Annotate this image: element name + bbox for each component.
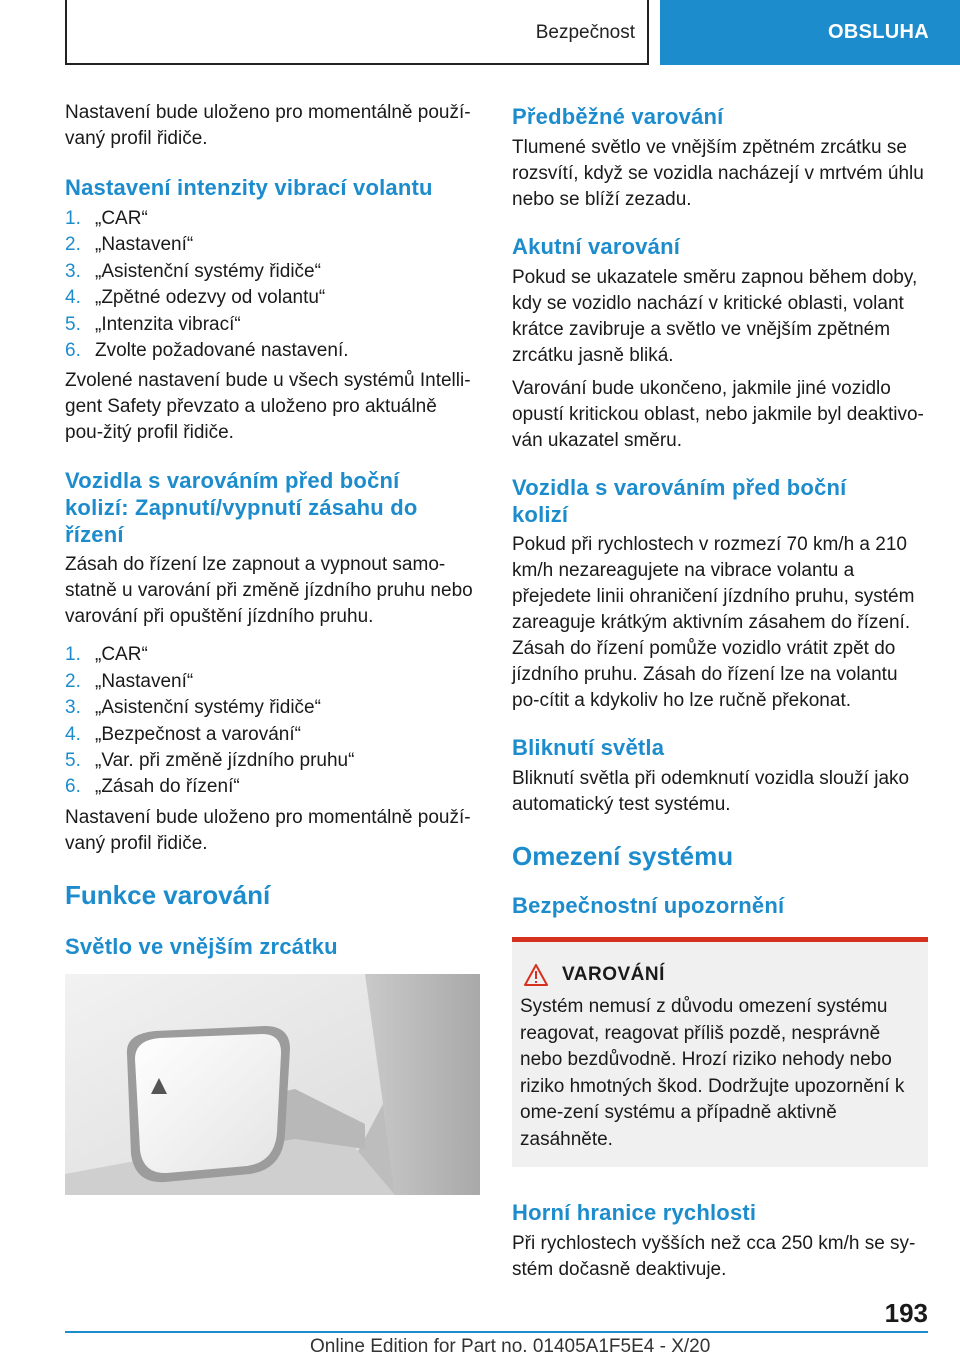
step-text: „Intenzita vibrací“ bbox=[95, 313, 241, 335]
step-number: 2. bbox=[65, 234, 81, 256]
step-number: 5. bbox=[65, 750, 81, 772]
side-mirror-image bbox=[65, 974, 480, 1195]
step-number: 3. bbox=[65, 260, 81, 282]
step-text: „Nastavení“ bbox=[95, 234, 194, 256]
step-item bbox=[65, 312, 480, 338]
warning-title: VAROVÁNÍ bbox=[562, 964, 665, 985]
heading-warning-functions: Funkce varování bbox=[65, 879, 271, 910]
warning-box bbox=[512, 937, 928, 1167]
warning-header bbox=[520, 964, 920, 986]
step-text: „Nastavení“ bbox=[95, 670, 194, 692]
step-text: „CAR“ bbox=[95, 644, 148, 666]
step-item bbox=[65, 259, 480, 285]
heading-acute-warning: Akutní varování bbox=[512, 234, 681, 259]
step-number: 6. bbox=[65, 776, 81, 798]
step-text: „CAR“ bbox=[95, 208, 148, 229]
paragraph-preliminary-warning: Tlumené světlo ve vnějším zpětném zrcátku se rozsvítí, když se vozidla nacházejí v mrtvém úhlu nebo se blíží zezadu. bbox=[512, 137, 924, 210]
paragraph-acute-warning-1: Pokud se ukazatele směru zapnou během doby, kdy se vozidlo nachází v kritické oblasti, volant krátce zavibruje a světlo ve vnějším zpětném zrcátku jasně bliká. bbox=[512, 267, 918, 366]
step-number: 4. bbox=[65, 723, 81, 745]
step-text: „Var. při změně jízdního pruhu“ bbox=[95, 750, 355, 772]
step-number: 5. bbox=[65, 313, 81, 335]
step-number: 2. bbox=[65, 670, 81, 692]
step-text: „Zásah do řízení“ bbox=[95, 776, 240, 798]
step-item bbox=[65, 695, 480, 721]
paragraph-acute-warning-2: Varování bude ukončeno, jakmile jiné vozidlo opustí kritickou oblast, nebo jakmile byl deaktivo-ván ukazatel směru. bbox=[512, 378, 924, 451]
right-column bbox=[512, 100, 928, 1290]
steps-list-steering bbox=[65, 642, 480, 800]
step-item bbox=[65, 338, 480, 364]
step-number: 3. bbox=[65, 697, 81, 719]
step-text: „Zpětné odezvy od volantu“ bbox=[95, 287, 326, 309]
step-text: „Asistenční systémy řidiče“ bbox=[95, 260, 321, 282]
step-text: Zvolte požadované nastavení. bbox=[95, 340, 349, 362]
paragraph-steering-intervention: Zásah do řízení lze zapnout a vypnout samo-statně u varování při změně jízdního pruhu nebo varování při opuštění jízdního pruhu. bbox=[65, 554, 473, 628]
heading-vibration-intensity: Nastavení intenzity vibrací volantu bbox=[65, 175, 433, 200]
warning-text: Systém nemusí z důvodu omezení systému reagovat, reagovat příliš pozdě, nesprávně nebo bezdůvodně. Hrozí riziko nehody nebo riziko hmotných škod. Dodržujte upozornění k ome-zení systému a případně aktivně zasáhněte. bbox=[520, 996, 905, 1150]
step-item bbox=[65, 642, 480, 668]
step-item bbox=[65, 285, 480, 311]
step-item bbox=[65, 748, 480, 774]
warning-triangle-icon bbox=[524, 964, 548, 986]
page-number: 193 bbox=[884, 1298, 928, 1328]
heading-preliminary-warning: Předběžné varování bbox=[512, 104, 724, 129]
step-text: „Bezpečnost a varování“ bbox=[95, 723, 301, 745]
heading-safety-notices: Bezpečnostní upozornění bbox=[512, 893, 785, 918]
step-number: 4. bbox=[65, 287, 81, 309]
step-item bbox=[65, 774, 480, 800]
intro-paragraph: Nastavení bude uloženo pro momentálně použí-vaný profil řidiče. bbox=[65, 102, 471, 149]
step-item bbox=[65, 206, 480, 232]
left-column bbox=[65, 100, 480, 1195]
heading-side-collision-steering: Vozidla s varováním před boční kolizí: Zapnutí/vypnutí zásahu do řízení bbox=[65, 468, 418, 548]
section-title: Bezpečnost bbox=[535, 21, 635, 43]
footer-divider bbox=[65, 1331, 928, 1333]
heading-light-flash: Bliknutí světla bbox=[512, 735, 665, 760]
footer-edition: Online Edition for Part no. 01405A1F5E4 - X/20 bbox=[310, 1336, 711, 1357]
heading-side-collision: Vozidla s varováním před boční kolizí bbox=[512, 475, 847, 527]
chapter-tab[interactable]: OBSLUHA bbox=[660, 0, 960, 65]
heading-mirror-light: Světlo ve vnějším zrcátku bbox=[65, 933, 338, 959]
step-item bbox=[65, 669, 480, 695]
steps-list-vibration bbox=[65, 206, 480, 364]
step-text: „Asistenční systémy řidiče“ bbox=[95, 697, 321, 719]
heading-system-limits: Omezení systému bbox=[512, 841, 734, 871]
step-number: 1. bbox=[65, 644, 81, 666]
paragraph-selected-settings: Zvolené nastavení bude u všech systémů Intelli-gent Safety převzato a uloženo pro aktuálně pou-žitý profil řidiče. bbox=[65, 370, 471, 444]
step-item bbox=[65, 722, 480, 748]
step-number: 1. bbox=[65, 208, 81, 229]
paragraph-speed-limit: Při rychlostech vyšších než cca 250 km/h se sy-stém dočasně deaktivuje. bbox=[512, 1233, 916, 1280]
paragraph-saved-profile: Nastavení bude uloženo pro momentálně použí-vaný profil řidiče. bbox=[65, 806, 471, 854]
paragraph-light-flash: Bliknutí světla při odemknutí vozidla slouží jako automatický test systému. bbox=[512, 768, 910, 815]
mirror-illustration bbox=[65, 974, 480, 1195]
paragraph-side-collision: Pokud při rychlostech v rozmezí 70 km/h a 210 km/h nezareagujete na vibrace volantu a přejedete linii ohraničení jízdního pruhu, systém zareaguje krátkým aktivním zásahem do řízení. Zásah do řízení pomůže vozidlo vrátit zpět do jízdního pruhu. Zásah do řízení lze na volantu po-cítit a kdykoliv ho lze ručně překonat. bbox=[512, 534, 915, 711]
step-item bbox=[65, 232, 480, 258]
step-number: 6. bbox=[65, 340, 81, 362]
heading-speed-limit: Horní hranice rychlosti bbox=[512, 1200, 757, 1225]
